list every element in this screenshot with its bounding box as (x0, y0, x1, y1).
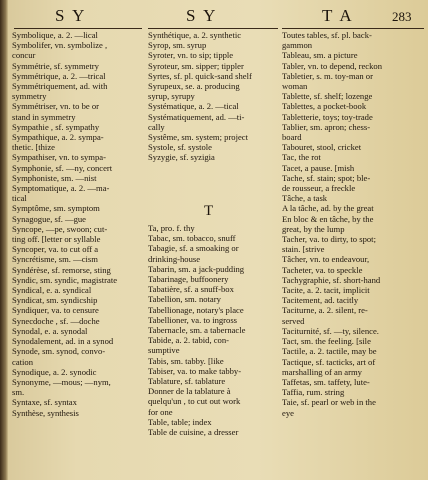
dictionary-entry: Tact, sm. the feeling. [sile (282, 336, 371, 347)
dictionary-entry: Tabide, a. 2. tabid, con- (148, 335, 230, 346)
dictionary-entry: Tacitement, ad. tacitly (282, 295, 359, 306)
dictionary-entry: Sympathiser, vn. to sympa- (12, 152, 106, 163)
dictionary-entry: Tabouret, stool, cricket (282, 142, 362, 153)
dictionary-entry: Synthèse, synthesis (12, 407, 79, 418)
dictionary-entry: Symbolique, a. 2. —lical (12, 30, 98, 40)
header-rule-left (14, 28, 142, 29)
running-header-left: S Y (55, 6, 87, 25)
column-right (282, 30, 426, 418)
dictionary-entry: Synecdoche , sf. —doche (12, 315, 100, 326)
dictionary-entry: de rousseur, a freckle (282, 183, 356, 194)
dictionary-entry: Tache, sf. stain; spot; ble- (282, 172, 371, 183)
dictionary-entry: Tabarinage, buffoonery (148, 274, 229, 285)
dictionary-entry: Tabletterie, toys; toy-trade (282, 111, 373, 122)
dictionary-entry: Synodique, a. 2. synodic (12, 366, 97, 377)
dictionary-entry: Synonyme, —mous; —nym, (12, 376, 111, 387)
dictionary-entry: Systématique, a. 2. —tical (148, 101, 239, 112)
dictionary-entry: Syncope, —pe, swoon; cut- (12, 223, 108, 234)
dictionary-entry: Tabarin, sm. a jack-pudding (148, 263, 245, 274)
dictionary-entry: Symmétrie, sf. symmetry (12, 60, 99, 71)
dictionary-entry: for one (148, 406, 173, 417)
dictionary-entry: board (282, 132, 302, 143)
dictionary-entry: Table, table; index (148, 416, 212, 427)
dictionary-entry: Symptôme, sm. symptom (12, 203, 100, 214)
dictionary-entry: woman (282, 81, 308, 92)
dictionary-entry: Symmétrique, a. 2. —trical (12, 70, 106, 81)
dictionary-entry: Syncoper, va. to cut off a (12, 244, 99, 255)
dictionary-entry: Systématiquement, ad. —ti- (148, 111, 245, 122)
dictionary-entry: Syndiquer, va. to censure (12, 305, 99, 316)
dictionary-entry: Tabiser, va. to make tabby- (148, 365, 242, 376)
dictionary-entry: Tabagie, sf. a smoaking or (148, 243, 239, 254)
dictionary-entry: Tablettes, a pocket-book (282, 101, 367, 112)
dictionary-entry: Tactile, a. 2. tactile, may be (282, 346, 377, 357)
dictionary-entry: eye (282, 407, 294, 418)
dictionary-entry: Tacher, va. to dirty, to spot; (282, 234, 376, 245)
dictionary-entry: Tablette, sf. shelf; lozenge (282, 91, 373, 102)
column-left (12, 30, 146, 418)
dictionary-entry: Syrupeux, se. a. producing (148, 81, 240, 92)
dictionary-entry: Synodal, e. a. synodal (12, 325, 88, 336)
dictionary-entry: ting off. [letter or syllable (12, 234, 101, 245)
dictionary-entry: Syndical, e. a. syndical (12, 285, 92, 296)
dictionary-entry: Syrtes, sf. pl. quick-sand shelf (148, 70, 252, 81)
dictionary-entry: Systole, sf. systole (148, 142, 212, 153)
header-rule-middle (148, 28, 278, 29)
dictionary-entry: Donner de la tablature à (148, 386, 231, 397)
dictionary-entry: Ta, pro. f. thy (148, 223, 195, 233)
dictionary-entry: Table de cuisine, a dresser (148, 427, 239, 438)
dictionary-entry: syrup, syrupy (148, 91, 195, 102)
dictionary-entry: Tableau, sm. a picture (282, 50, 358, 61)
column-middle-top (148, 30, 280, 163)
running-header-right: T A (322, 6, 354, 25)
dictionary-entry: cally (148, 121, 165, 132)
dictionary-entry: Taffetas, sm. taffety, lute- (282, 376, 370, 387)
dictionary-entry: Syndicat, sm. syndicship (12, 295, 98, 306)
dictionary-entry: Synagogue, sf. —gue (12, 213, 86, 224)
dictionary-entry: Systême, sm. system; project (148, 132, 249, 143)
dictionary-entry: Syndic, sm. syndic, magistrate (12, 274, 118, 285)
dictionary-entry: Tacheter, va. to speckle (282, 264, 363, 275)
dictionary-entry: drinking-house (148, 253, 201, 264)
dictionary-entry: Sympathique, a. 2. sympa- (12, 132, 104, 143)
dictionary-entry: Tactique, sf. tacticks, art of (282, 356, 376, 367)
dictionary-entry: quelqu'un , to cut out work (148, 396, 241, 407)
dictionary-entry: Tac, the rot (282, 152, 321, 163)
dictionary-entry: Syroteur, sm. sipper; tippler (148, 60, 244, 71)
section-letter: T (204, 203, 214, 219)
dictionary-entry: concur (12, 50, 36, 61)
dictionary-entry: Tacet, a pause. [mish (282, 162, 355, 173)
dictionary-entry: Symphonie, sf. —ny, concert (12, 162, 113, 173)
dictionary-entry: Tabatière, sf. a snuff-box (148, 284, 234, 295)
dictionary-entry: gammon (282, 40, 313, 51)
dictionary-entry: Syncrétisme, sm. —cism (12, 254, 98, 265)
dictionary-entry: Taciturne, a. 2. silent, re- (282, 305, 368, 316)
page-number: 283 (392, 9, 412, 24)
dictionary-entry: A la tâche, ad. by the great (282, 203, 374, 214)
dictionary-entry: served (282, 315, 305, 326)
dictionary-entry: Tabellionage, notary's place (148, 304, 244, 315)
dictionary-entry: Tabis, sm. tabby. [like (148, 355, 224, 366)
dictionary-entry: Syndérèse, sf. remorse, sting (12, 264, 111, 275)
dictionary-entry: cation (12, 356, 33, 367)
dictionary-entry: Toutes tables, sf. pl. back- (282, 30, 372, 40)
dictionary-entry: Tablier, sm. apron; chess- (282, 121, 371, 132)
dictionary-entry: sm. (12, 387, 25, 398)
column-middle-bottom (148, 223, 280, 437)
running-header-middle: S Y (186, 6, 218, 25)
dictionary-entry: Tacite, a. 2. tacit, implicit (282, 285, 370, 296)
dictionary-entry: En bloc & en tâche, by the (282, 213, 374, 224)
dictionary-entry: Synthétique, a. 2. synthetic (148, 30, 242, 40)
dictionary-entry: Syntaxe, sf. syntax (12, 397, 77, 408)
dictionary-entry: stand in symmetry (12, 111, 76, 122)
book-gutter (0, 0, 8, 480)
dictionary-entry: Taie, sf. pearl or web in the (282, 397, 376, 408)
dictionary-entry: Tâche, a task (282, 193, 328, 204)
dictionary-entry: Taffia, rum. string (282, 387, 345, 398)
dictionary-entry: Tabac, sm. tobacco, snuff (148, 233, 236, 244)
dictionary-entry: Symmétriser, vn. to be or (12, 101, 100, 112)
dictionary-entry: Taciturnité, sf. —ty, silence. (282, 325, 379, 336)
dictionary-entry: Tabler, vn. to depend, reckon (282, 60, 382, 71)
dictionary-entry: Synodalement, ad. in a synod (12, 336, 114, 347)
dictionary-entry: Symptomatique, a. 2. —ma- (12, 183, 110, 194)
dictionary-entry: Tablature, sf. tablature (148, 376, 226, 387)
dictionary-entry: Synode, sm. synod, convo- (12, 346, 106, 357)
dictionary-entry: thetic. [thize (12, 142, 55, 153)
dictionary-entry: Tabellioner, va. to ingross (148, 314, 238, 325)
dictionary-entry: sumptive (148, 345, 180, 356)
dictionary-entry: great, by the lump (282, 223, 345, 234)
dictionary-entry: marshalling of an army (282, 366, 362, 377)
dictionary-entry: tical (12, 193, 27, 204)
dictionary-entry: Tabellion, sm. notary (148, 294, 221, 305)
dictionary-entry: stain. [strive (282, 244, 325, 255)
dictionary-entry: Symmétriquement, ad. with (12, 81, 108, 92)
dictionary-entry: Symbolifer, vn. symbolize , (12, 40, 108, 51)
header-rule-right (282, 28, 424, 29)
dictionary-entry: Tachygraphie, sf. short-hand (282, 274, 381, 285)
dictionary-entry: Syroter, vn. to sip; tipple (148, 50, 234, 61)
dictionary-entry: Syrop, sm. syrup (148, 40, 207, 51)
dictionary-entry: Syzygie, sf. syzigia (148, 152, 215, 163)
dictionary-entry: Tâcher, vn. to endeavour, (282, 254, 370, 265)
dictionary-entry: Sympathie , sf. sympathy (12, 121, 100, 132)
dictionary-entry: Tabletier, s. m. toy-man or (282, 70, 373, 81)
dictionary-entry: symmetry (12, 91, 47, 102)
dictionary-entry: Symphoniste, sm. —nist (12, 172, 97, 183)
dictionary-entry: Tabernacle, sm. a tabernacle (148, 325, 246, 336)
